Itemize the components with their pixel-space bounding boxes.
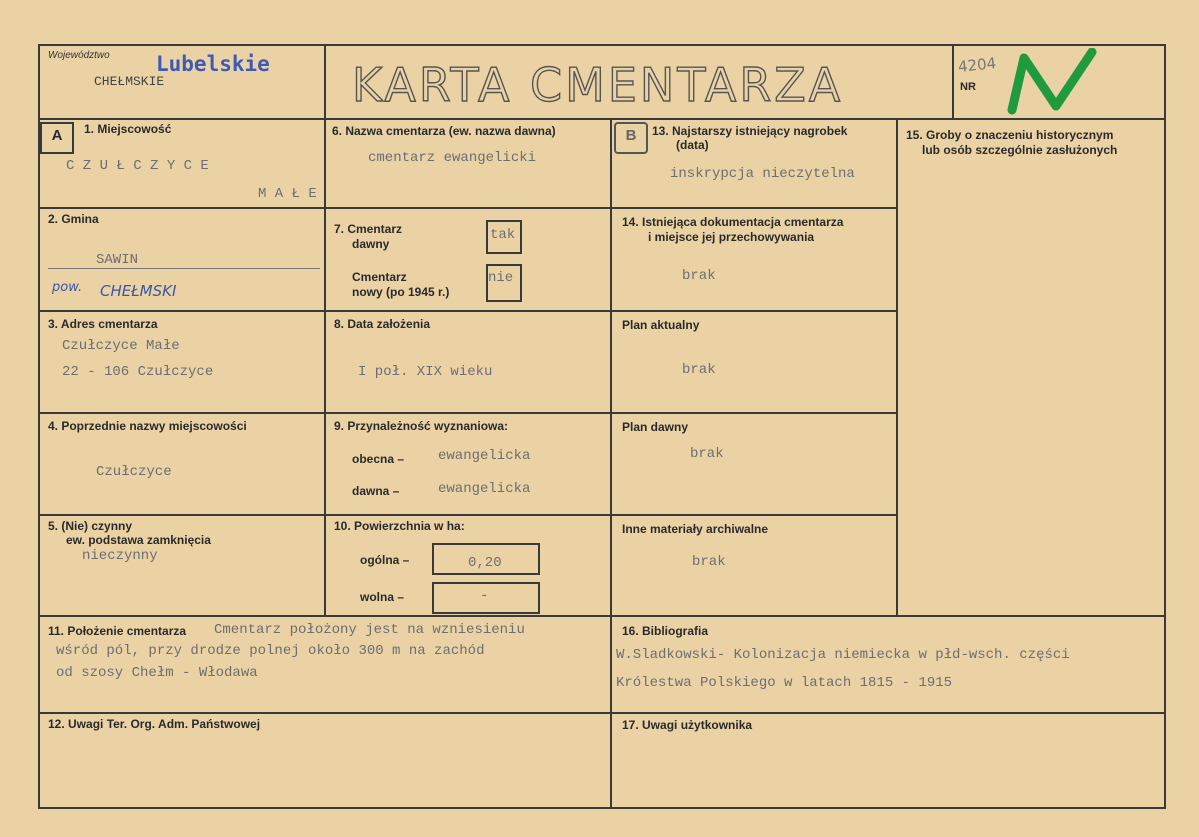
f15-label-2: lub osób szczególnie zasłużonych [922,143,1118,157]
f2-value: SAWIN [96,252,139,268]
f1-value-2: M A Ł E [258,186,317,202]
f7-label-4: nowy (po 1945 r.) [352,285,450,299]
f10-wolna-label: wolna – [360,590,405,604]
f9-obecna-value: ewangelicka [438,448,531,464]
section-b-box: B [614,122,648,154]
plan-aktualny-label: Plan aktualny [622,318,700,332]
f7-label-1: 7. Cmentarz [334,222,403,236]
f14-label-1: 14. Istniejąca dokumentacja cmentarza [622,215,844,229]
f11-line-1: Cmentarz położony jest na wzniesieniu [214,622,525,638]
f4-label: 4. Poprzednie nazwy miejscowości [48,419,247,433]
f6-value: cmentarz ewangelicki [368,150,537,166]
f11-label: 11. Położenie cmentarza [48,624,187,638]
row-dawny-inne [610,514,898,516]
f11-line-2: wśród pól, przy drodze polnej około 300 m na zachód [56,643,485,659]
wojewodztwo-old: CHEŁMSKIE [94,74,165,89]
gmina-underline [48,268,320,269]
f11-line-3: od szosy Chełm - Włodawa [56,665,258,681]
row-2-3 [38,310,610,312]
f14-label-2: i miejsce jej przechowywania [648,230,815,244]
col-div-1 [324,118,326,616]
f7-dawny-value: tak [490,227,516,243]
f12-label: 12. Uwagi Ter. Org. Adm. Państwowej [48,717,261,731]
f5-label-1: 5. (Nie) czynny [48,519,133,533]
f13-value: inskrypcja nieczytelna [670,166,855,182]
frame-bottom [38,807,1166,809]
f7-nowy-value: nie [488,270,514,286]
row-1-2 [38,207,610,209]
row-4-5 [38,514,610,516]
f7-label-2: dawny [352,237,390,251]
nr-label: NR [960,81,976,93]
f10-ogolna-label: ogólna – [360,553,410,567]
f17-label: 17. Uwagi użytkownika [622,718,753,732]
row-5-11 [38,615,1166,617]
f16-line-1: W.Sladkowski- Kolonizacja niemiecka w płd-wsch. części [616,647,1070,663]
f2-hand-value: CHEŁMSKI [100,282,177,300]
row-14-plan [610,310,898,312]
f5-value: nieczynny [82,548,158,564]
f3-label: 3. Adres cmentarza [48,317,158,331]
f13-label-2: (data) [676,138,709,152]
f16-line-2: Królestwa Polskiego w latach 1815 - 1915 [616,675,953,691]
row-plan-dawny [610,412,898,414]
inne-label: Inne materiały archiwalne [622,522,769,536]
f13-label-1: 13. Najstarszy istniejący nagrobek [652,124,848,138]
header-div-1 [324,44,326,118]
f9-dawna-value: ewangelicka [438,481,531,497]
f14-value: brak [682,268,716,284]
f8-value: I poł. XIX wieku [358,364,493,380]
col-div-2 [610,118,612,808]
header-div-2 [952,44,954,118]
frame-right [1164,44,1166,809]
f2-hand-prefix: pow. [52,280,83,295]
plan-dawny-value: brak [690,446,724,462]
plan-aktualny-value: brak [682,362,716,378]
frame-left [38,44,40,809]
f9-obecna-label: obecna – [352,452,405,466]
row-13-14 [610,207,898,209]
f10-wolna-value: - [480,588,489,604]
f9-dawna-label: dawna – [352,484,400,498]
row-11-12 [38,712,1166,714]
f3-line-2: 22 - 106 Czułczyce [62,364,214,380]
f2-label: 2. Gmina [48,212,99,226]
plan-dawny-label: Plan dawny [622,420,689,434]
f15-label-1: 15. Groby o znaczeniu historycznym [906,128,1114,142]
f10-ogolna-value: 0,20 [468,555,502,571]
nr-handwritten: 4204 [957,54,998,76]
f8-label: 8. Data założenia [334,317,431,331]
page-title: KARTA CMENTARZA [352,58,844,112]
f1-label: 1. Miejscowość [84,122,172,136]
row-3-4 [38,412,610,414]
col-div-3 [896,118,898,616]
f4-value: Czułczyce [96,464,172,480]
frame-top [38,44,1166,46]
f9-label: 9. Przynależność wyznaniowa: [334,419,509,433]
f10-label: 10. Powierzchnia w ha: [334,519,465,533]
f5-label-2: ew. podstawa zamknięcia [66,533,211,547]
header-bottom [38,118,1166,120]
f16-label: 16. Bibliografia [622,624,709,638]
green-check-mark [1004,48,1104,118]
wojewodztwo-stamp: Lubelskie [156,52,270,76]
f7-label-3: Cmentarz [352,270,407,284]
section-a-box: A [40,122,74,154]
wojewodztwo-label: Województwo [48,50,110,61]
f1-value-1: C Z U Ł C Z Y C E [66,158,209,174]
f3-line-1: Czułczyce Małe [62,338,180,354]
inne-value: brak [692,554,726,570]
f6-label: 6. Nazwa cmentarza (ew. nazwa dawna) [332,124,556,138]
